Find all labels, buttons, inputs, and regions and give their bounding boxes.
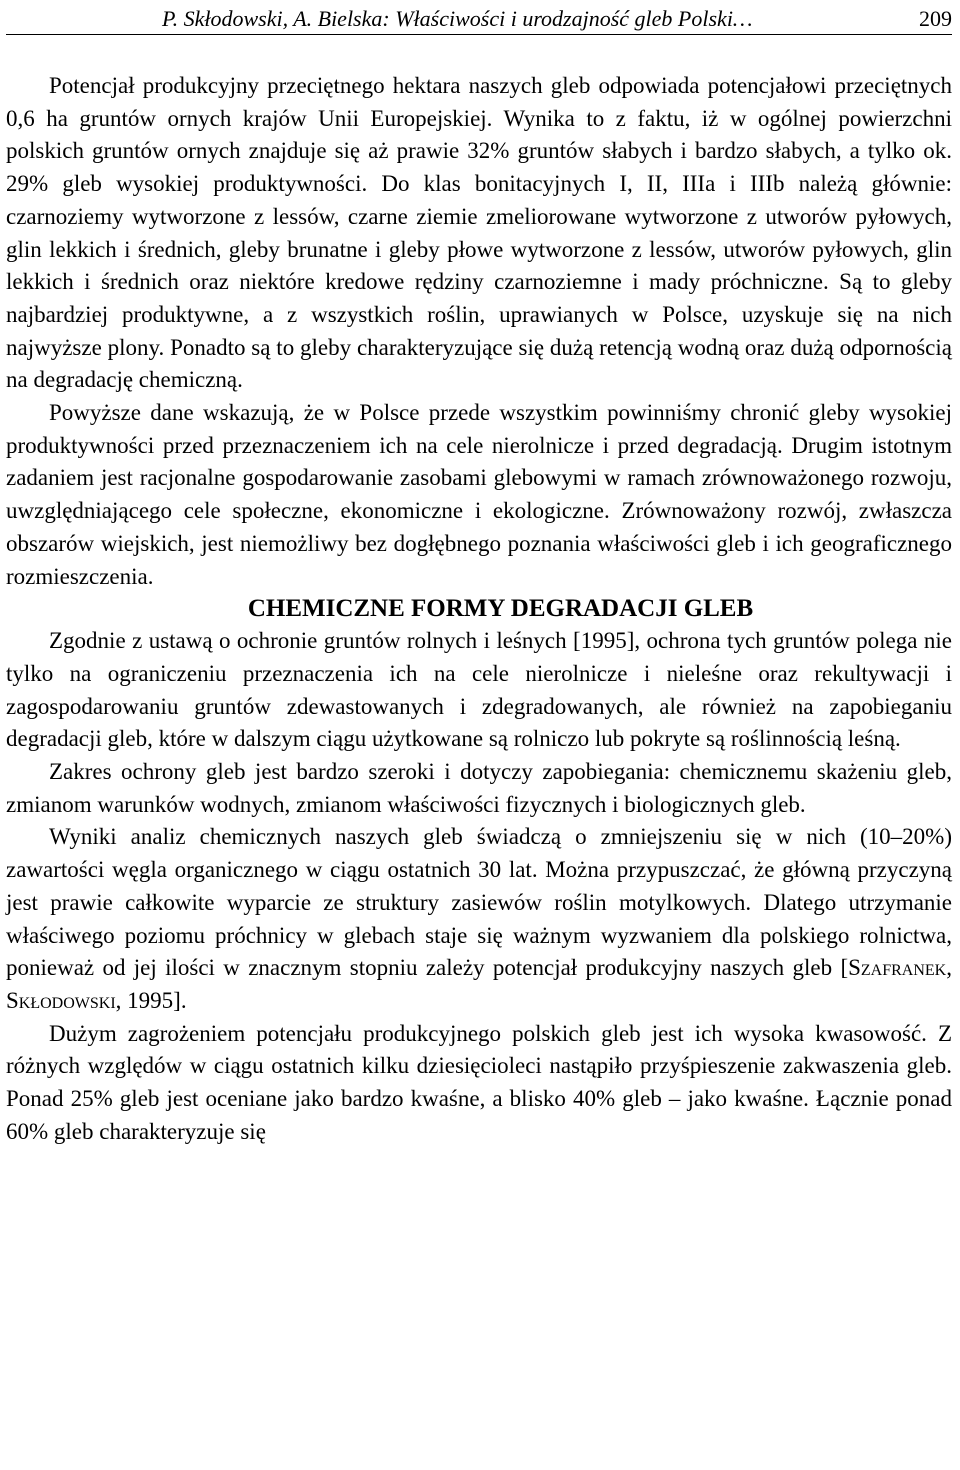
running-head: P. Skłodowski, A. Bielska: Właściwości i urodzajność gleb Polski… [162,6,753,31]
page-header [6,4,952,35]
paragraph-organic-carbon [6,821,952,1017]
citation-year: , 1995]. [115,987,187,1013]
section-heading: CHEMICZNE FORMY DEGRADACJI GLEB [247,595,754,623]
citation-separator: , [946,955,952,981]
paragraph-organic-carbon-text: Wyniki analiz chemicznych naszych gleb świadczą o zmniejszeniu się w nich (10–20%) zawartości węgla organicznego w ciągu ostatnich 30 lat. Można przypuszczać, że główną przyczyną jest prawie całkowite wyparcie ze struktury zasiewów roślin motylkowych. Dlatego utrzymanie właściwego poziomu próchnicy w glebach staje się ważnym wyzwaniem dla polskiego rolnictwa, ponieważ od jej ilości w znacznym stopniu zależy potencjał produkcyjny naszych gleb [ [6,824,952,981]
page-body [6,70,952,1149]
paragraph-potential: Potencjał produkcyjny przeciętnego hektara naszych gleb odpowiada potencjałowi przeciętnych 0,6 ha gruntów ornych krajów Unii Europejskiej. Wynika to z faktu, iż w ogólnej powierzchni polskich gruntów ornych znajduje się aż prawie 32% gruntów słabych i bardzo słabych, a tylko ok. 29% gleb wysokiej produktywności. Do klas bonitacyjnych I, II, IIIa i IIIb należą głównie: czarnoziemy wytworzone z lessów, czarne ziemie zmeliorowane wytworzone z utworów pyłowych, glin lekkich i średnich, gleby brunatne i gleby płowe wytworzone z lessów, utworów pyłowych, glin lekkich i średnich oraz niektóre kredowe rędziny czarnoziemne i mady próchniczne. Są to gleby najbardziej produktywne, a z wszystkich roślin, uprawianych w Polsce, uzyskuje się na nich najwyższe plony. Ponadto są to gleby charakteryzujące się dużą retencją wodną oraz dużą odpornością na degradację chemiczną. [6,73,952,393]
paragraph-law: Zgodnie z ustawą o ochronie gruntów rolnych i leśnych [1995], ochrona tych gruntów polega nie tylko na ograniczeniu przeznaczenia ich na cele nierolnicze i nieleśne oraz rekultywacji i zagospodarowaniu gruntów zdewastowanych i zdegradowanych, ale również na zapobieganiu degradacji gleb, które w dalszym ciągu użytkowane są rolniczo lub pokryte są roślinnością leśną. [6,628,952,752]
citation-author-sklodowski: Skłodowski [6,987,116,1013]
paragraph-protection-scope: Zakres ochrony gleb jest bardzo szeroki i dotyczy zapobiegania: chemicznemu skażeniu gleb, zmianom warunków wodnych, zmianom właściwości fizycznych i biologicznych gleb. [6,759,952,817]
paragraph-protection-priority: Powyższe dane wskazują, że w Polsce przede wszystkim powinniśmy chronić gleby wysokiej produktywności przed przeznaczeniem ich na cele nierolnicze i przed degradacją. Drugim istotnym zadaniem jest racjonalne gospodarowanie zasobami glebowymi w ramach zrównoważonego rozwoju, uwzględniającego cele społeczne, ekonomiczne i ekologiczne. Zrównoważony rozwój, zwłaszcza obszarów wiejskich, jest niemożliwy bez dogłębnego poznania właściwości gleb i ich geograficznego rozmieszczenia. [6,400,952,589]
page-number: 209 [919,6,952,31]
paragraph-acidity: Dużym zagrożeniem potencjału produkcyjnego polskich gleb jest ich wysoka kwasowość. Z różnych względów w ciągu ostatnich kilku dziesięcioleci nastąpiło przyśpieszenie zakwaszenia gleb. Ponad 25% gleb jest oceniane jako bardzo kwaśne, a blisko 40% gleb – jako kwaśne. Łącznie ponad 60% gleb charakteryzuje się [6,1020,952,1144]
citation-author-szafranek: Szafranek [848,955,947,981]
